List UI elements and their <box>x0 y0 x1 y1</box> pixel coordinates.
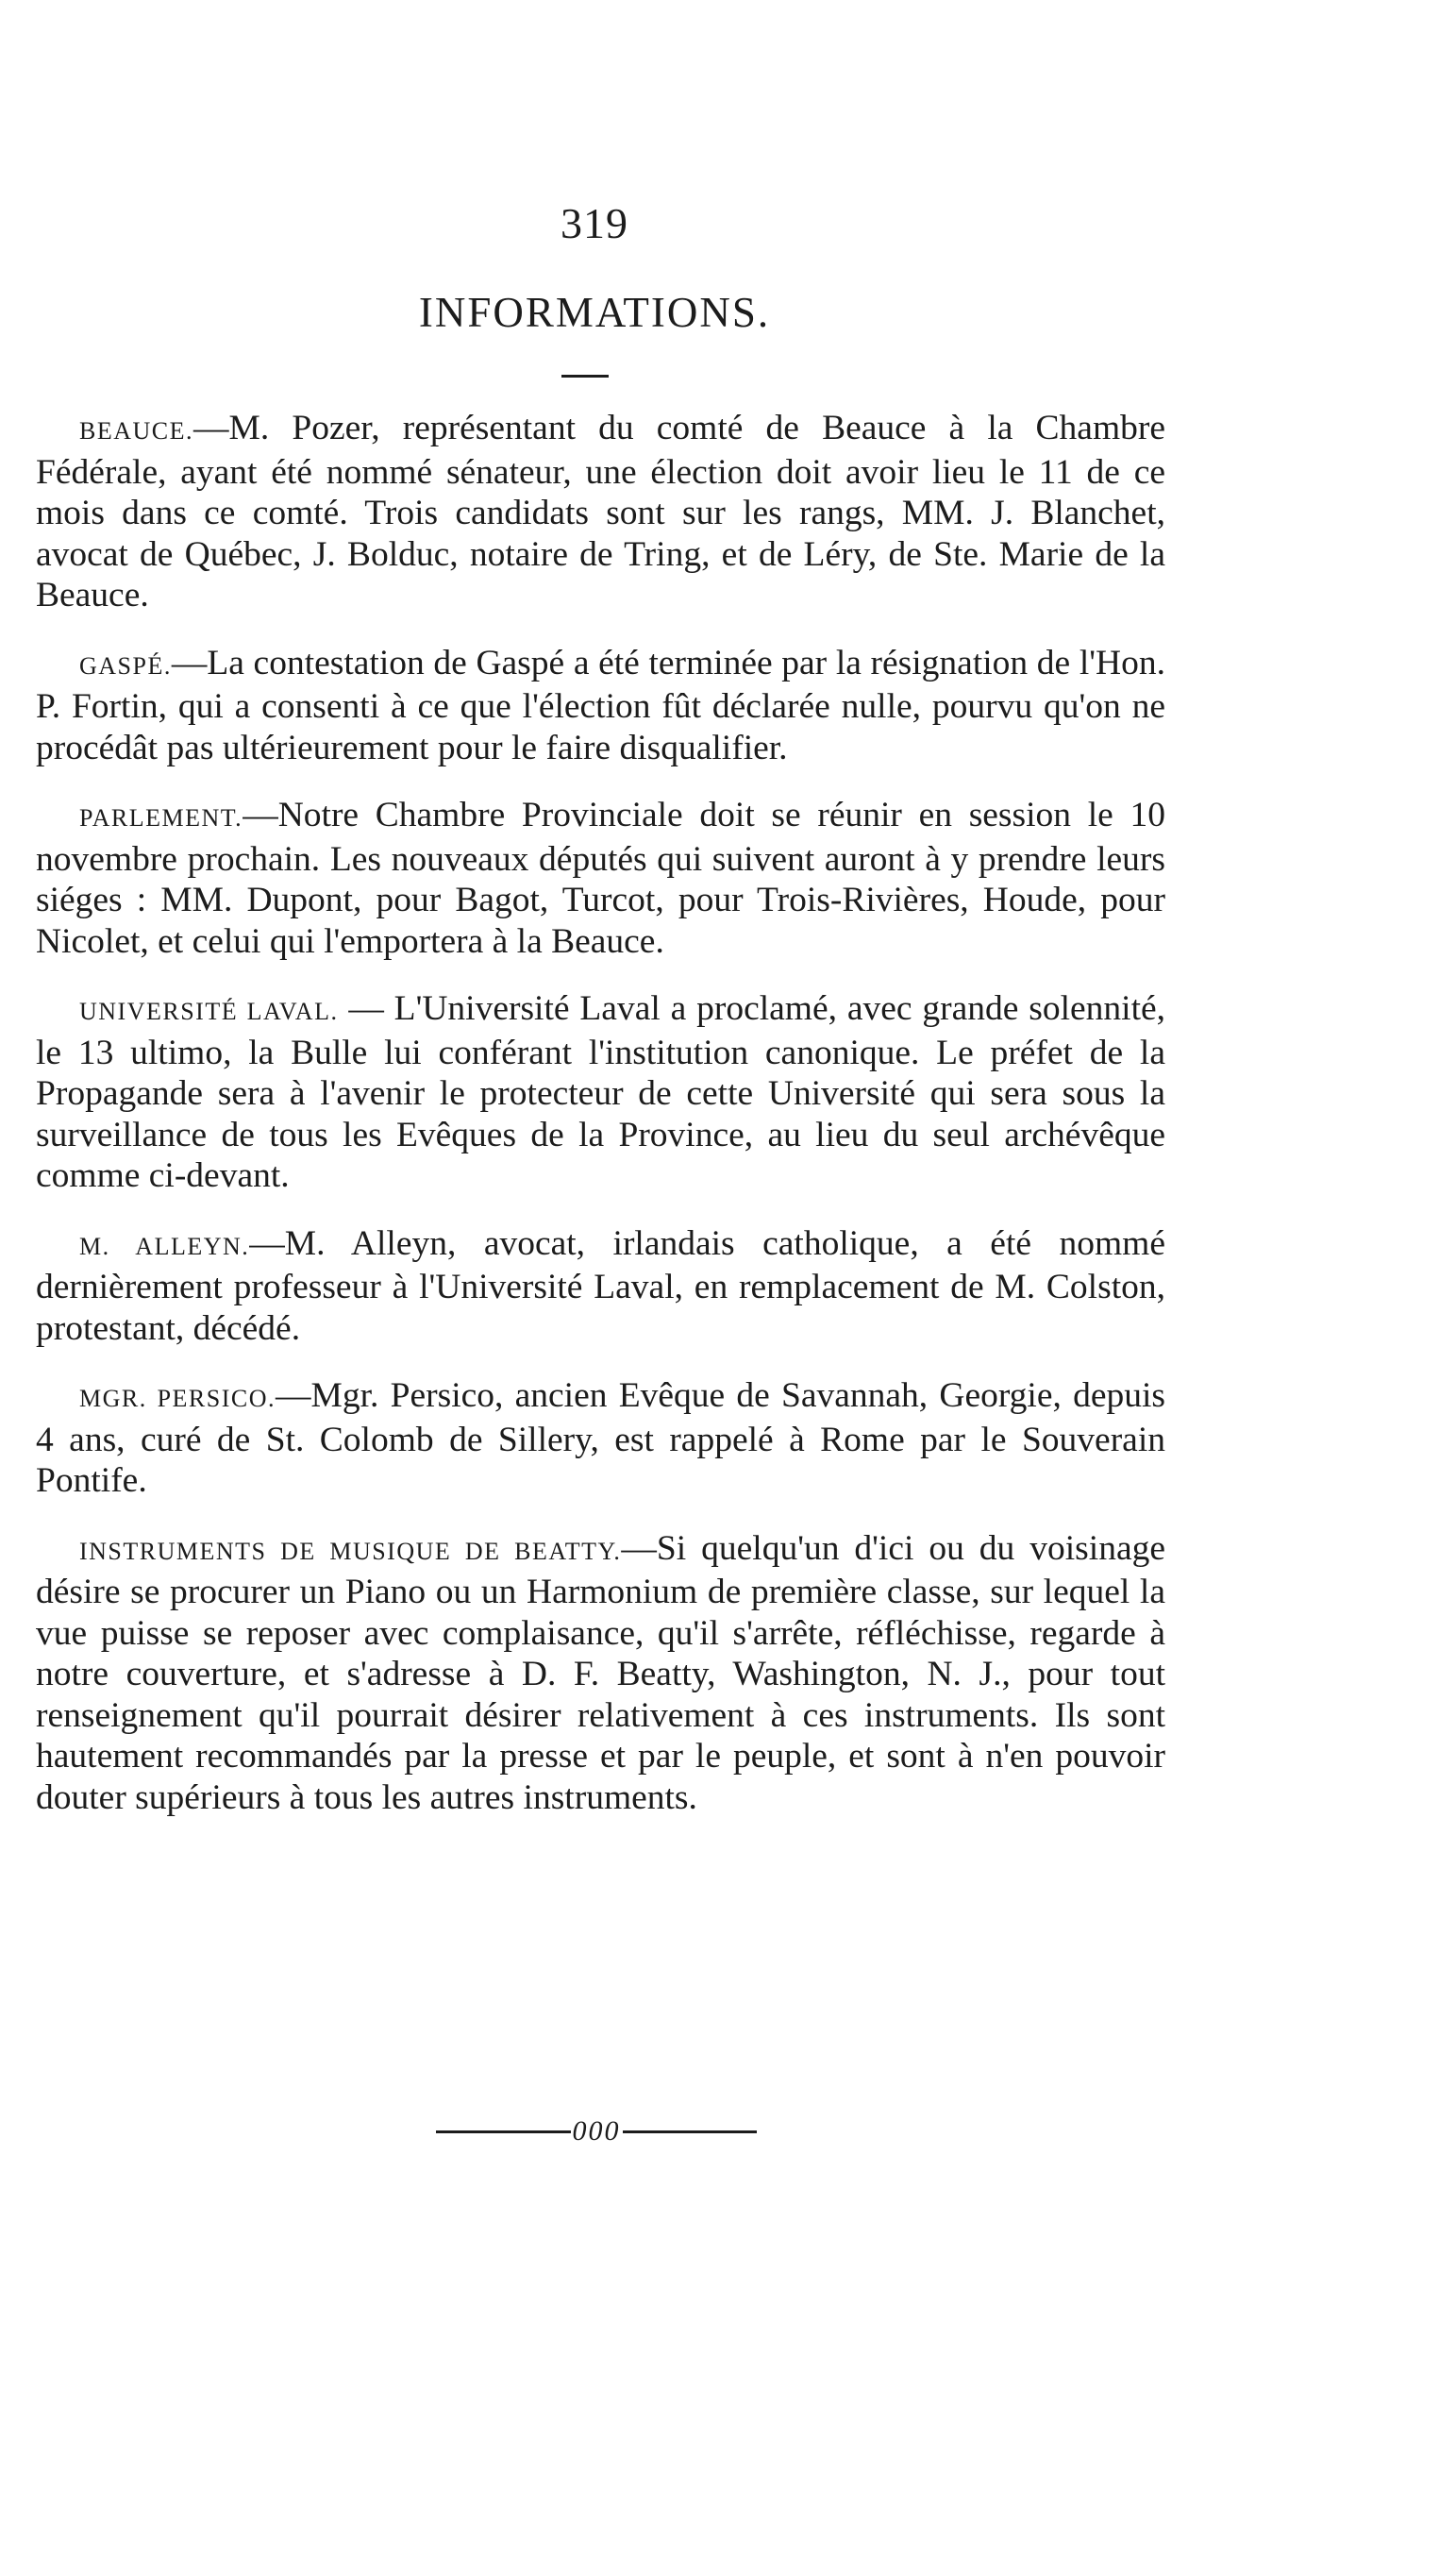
end-mark-text: 000 <box>572 2115 621 2147</box>
end-rule-left <box>436 2130 571 2133</box>
page-number: 319 <box>561 199 628 247</box>
end-ornament <box>436 2103 757 2160</box>
paragraph-heading: GASPÉ. <box>79 651 172 680</box>
paragraph-text: —La contestation de Gaspé a été terminée par la résignation de l'Hon. P. Fortin, qui a consenti à ce que l'élection fût déclarée nulle, pourvu qu'on ne procédât pas ultérieurement pour le faire disqualifier. <box>36 643 1165 767</box>
paragraph-heading: MGR. PERSICO. <box>79 1385 276 1412</box>
page-title: INFORMATIONS. <box>418 289 771 336</box>
paragraph-alleyn <box>36 1223 1165 1350</box>
paragraph-text: —M. Alleyn, avocat, irlandais catholique, a été nommé dernièrement professeur à l'Université Laval, en remplacement de M. Colston, protestant, décédé. <box>36 1223 1165 1348</box>
paragraph-gaspe <box>36 643 1165 769</box>
paragraph-beatty <box>36 1528 1165 1819</box>
paragraph-persico <box>36 1375 1165 1502</box>
paragraph-heading: M. ALLEYN. <box>79 1232 250 1260</box>
paragraph-beauce <box>36 408 1165 616</box>
paragraph-heading: INSTRUMENTS DE MUSIQUE DE BEATTY. <box>79 1537 622 1565</box>
paragraph-heading: UNIVERSITÉ LAVAL. <box>79 998 339 1025</box>
paragraph-text: — L'Université Laval a proclamé, avec grande solennité, le 13 ultimo, la Bulle lui conférant l'institution canonique. Le préfet de la Propagande sera à l'avenir le protecteur de cette Université qui sera sous la surveillance de tous les Evêques de la Province, au lieu du seul archévêque comme ci-devant. <box>36 989 1166 1195</box>
paragraph-text: —Si quelqu'un d'ici ou du voisinage désire se procurer un Piano ou un Harmonium de première classe, sur lequel la vue puisse se reposer avec complaisance, qu'il s'arrête, réfléchisse, regarde à notre couverture, et s'adresse à D. F. Beatty, Washington, N. J., pour tout renseignement qu'il pourrait désirer relativement à ces instruments. Ils sont hautement recommandés par la presse et par le peuple, et sont à n'en pouvoir douter supérieurs à tous les autres instruments. <box>36 1528 1165 1817</box>
paragraph-text: —Mgr. Persico, ancien Evêque de Savannah, Georgie, depuis 4 ans, curé de St. Colomb de Sillery, est rappelé à Rome par le Souverain Pontife. <box>36 1376 1165 1500</box>
paragraph-parlement <box>36 795 1165 962</box>
paragraph-universite-laval <box>36 988 1165 1197</box>
paragraph-heading: BEAUCE. <box>79 417 193 445</box>
end-rule-right <box>623 2130 758 2133</box>
paragraph-heading: PARLEMENT. <box>79 804 243 832</box>
paragraph-text: —M. Pozer, représentant du comté de Beauce à la Chambre Fédérale, ayant été nommé sénateur, une élection doit avoir lieu le 11 de ce mois dans ce comté. Trois candidats sont sur les rangs, MM. J. Blanchet, avocat de Québec, J. Bolduc, notaire de Tring, et de Léry, de Ste. Marie de la Beauce. <box>36 409 1165 615</box>
title-rule <box>561 375 609 378</box>
paragraph-text: —Notre Chambre Provinciale doit se réunir en session le 10 novembre prochain. Les nouveaux députés qui suivent auront à y prendre leurs siéges : MM. Dupont, pour Bagot, Turcot, pour Trois-Rivières, Houde, pour Nicolet, et celui qui l'emportera à la Beauce. <box>36 796 1165 961</box>
article-body <box>36 408 1165 1844</box>
